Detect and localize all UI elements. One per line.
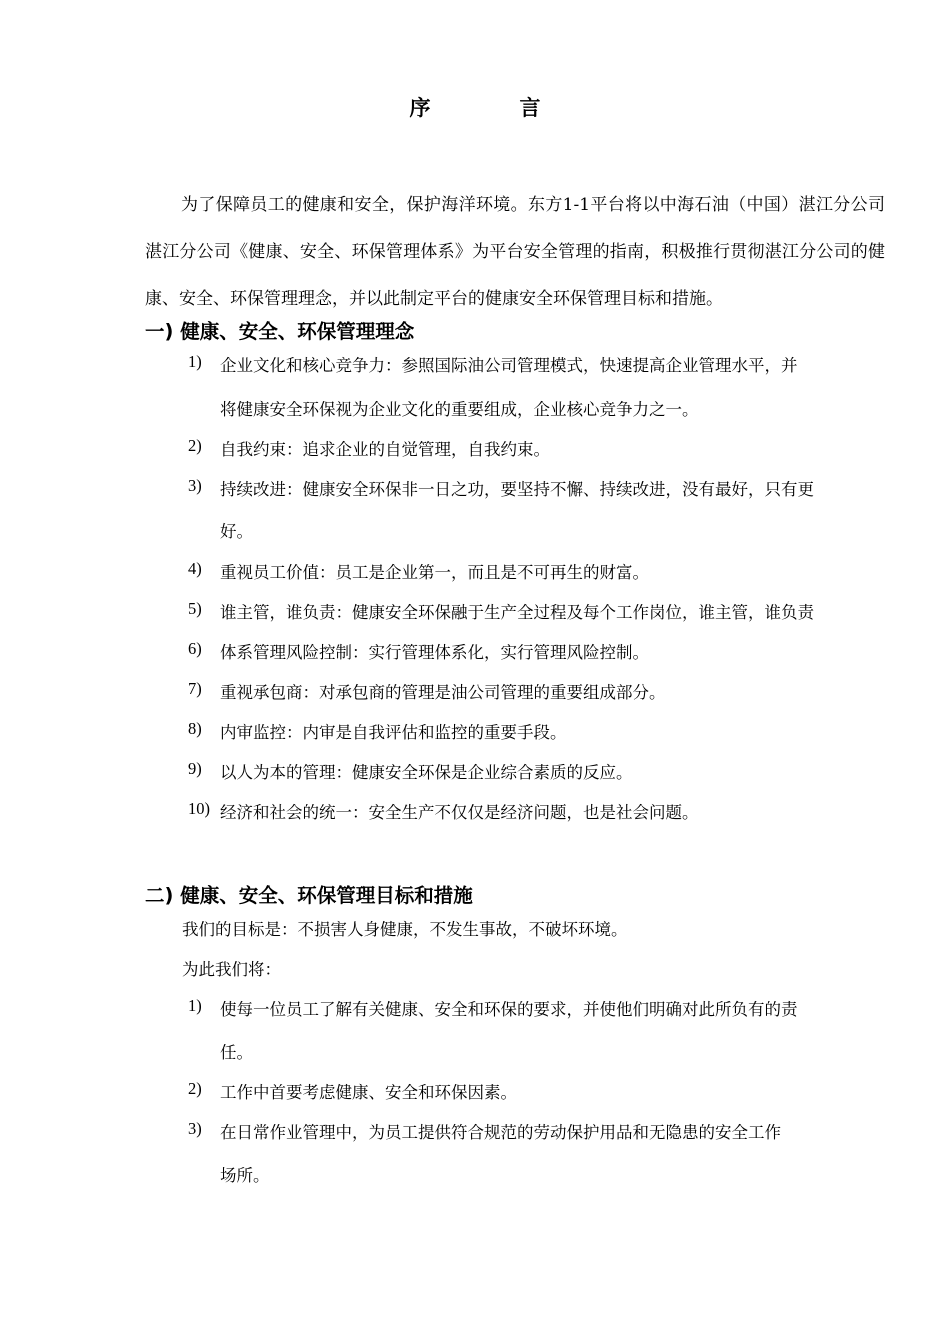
item-text: 持续改进：健康安全环保非一日之功，要坚持不懈、持续改进，没有最好，只有更 xyxy=(220,480,814,499)
item-number: 1) xyxy=(188,996,202,1015)
item-number: 3) xyxy=(188,1119,202,1138)
item-text: 体系管理风险控制：实行管理体系化，实行管理风险控制。 xyxy=(220,643,649,662)
item-number: 9) xyxy=(188,759,202,778)
goal-statement: 我们的目标是：不损害人身健康，不发生事故，不破坏环境。 xyxy=(182,920,628,939)
item-number: 3) xyxy=(188,476,202,495)
item-text: 自我约束：追求企业的自觉管理，自我约束。 xyxy=(220,440,550,459)
item-text: 企业文化和核心竞争力：参照国际油公司管理模式，快速提高企业管理水平，并 xyxy=(220,356,798,375)
item-number: 5) xyxy=(188,599,202,618)
intro-paragraph: 为了保障员工的健康和安全，保护海洋环境。东方1-1平台将以中海石油（中国）湛江分公司湛江分公司《健康、安全、环保管理体系》为平台安全管理的指南，积极推行贯彻湛江分公司的健康、安全、环保管理理念，并以此制定平台的健康安全环保管理目标和措施。 xyxy=(145,195,885,309)
item-text: 谁主管，谁负责：健康安全环保融于生产全过程及每个工作岗位，谁主管，谁负责 xyxy=(220,603,814,622)
item-text: 在日常作业管理中，为员工提供符合规范的劳动保护用品和无隐患的安全工作 xyxy=(220,1123,781,1142)
item-text: 以人为本的管理：健康安全环保是企业综合素质的反应。 xyxy=(220,763,633,782)
item-number: 6) xyxy=(188,639,202,658)
page-title: 序 言 xyxy=(409,95,575,120)
section1-heading: 一) 健康、安全、环保管理理念 xyxy=(145,320,415,343)
item-text: 经济和社会的统一：安全生产不仅仅是经济问题，也是社会问题。 xyxy=(220,803,699,822)
item-text-continued: 场所。 xyxy=(220,1166,270,1185)
item-text-continued: 将健康安全环保视为企业文化的重要组成，企业核心竞争力之一。 xyxy=(220,400,699,419)
item-number: 2) xyxy=(188,1079,202,1098)
item-text: 重视员工价值：员工是企业第一，而且是不可再生的财富。 xyxy=(220,563,649,582)
item-number: 1) xyxy=(188,352,202,371)
item-text-continued: 好。 xyxy=(220,522,253,541)
item-text: 工作中首要考虑健康、安全和环保因素。 xyxy=(220,1083,517,1102)
lead-statement: 为此我们将： xyxy=(182,960,281,979)
item-text-continued: 任。 xyxy=(220,1043,253,1062)
item-text: 重视承包商：对承包商的管理是油公司管理的重要组成部分。 xyxy=(220,683,666,702)
item-number: 8) xyxy=(188,719,202,738)
item-text: 内审监控：内审是自我评估和监控的重要手段。 xyxy=(220,723,567,742)
item-number: 2) xyxy=(188,436,202,455)
item-number: 10) xyxy=(188,799,210,818)
item-text: 使每一位员工了解有关健康、安全和环保的要求，并使他们明确对此所负有的责 xyxy=(220,1000,798,1019)
item-number: 4) xyxy=(188,559,202,578)
section2-heading: 二) 健康、安全、环保管理目标和措施 xyxy=(145,884,473,907)
item-number: 7) xyxy=(188,679,202,698)
